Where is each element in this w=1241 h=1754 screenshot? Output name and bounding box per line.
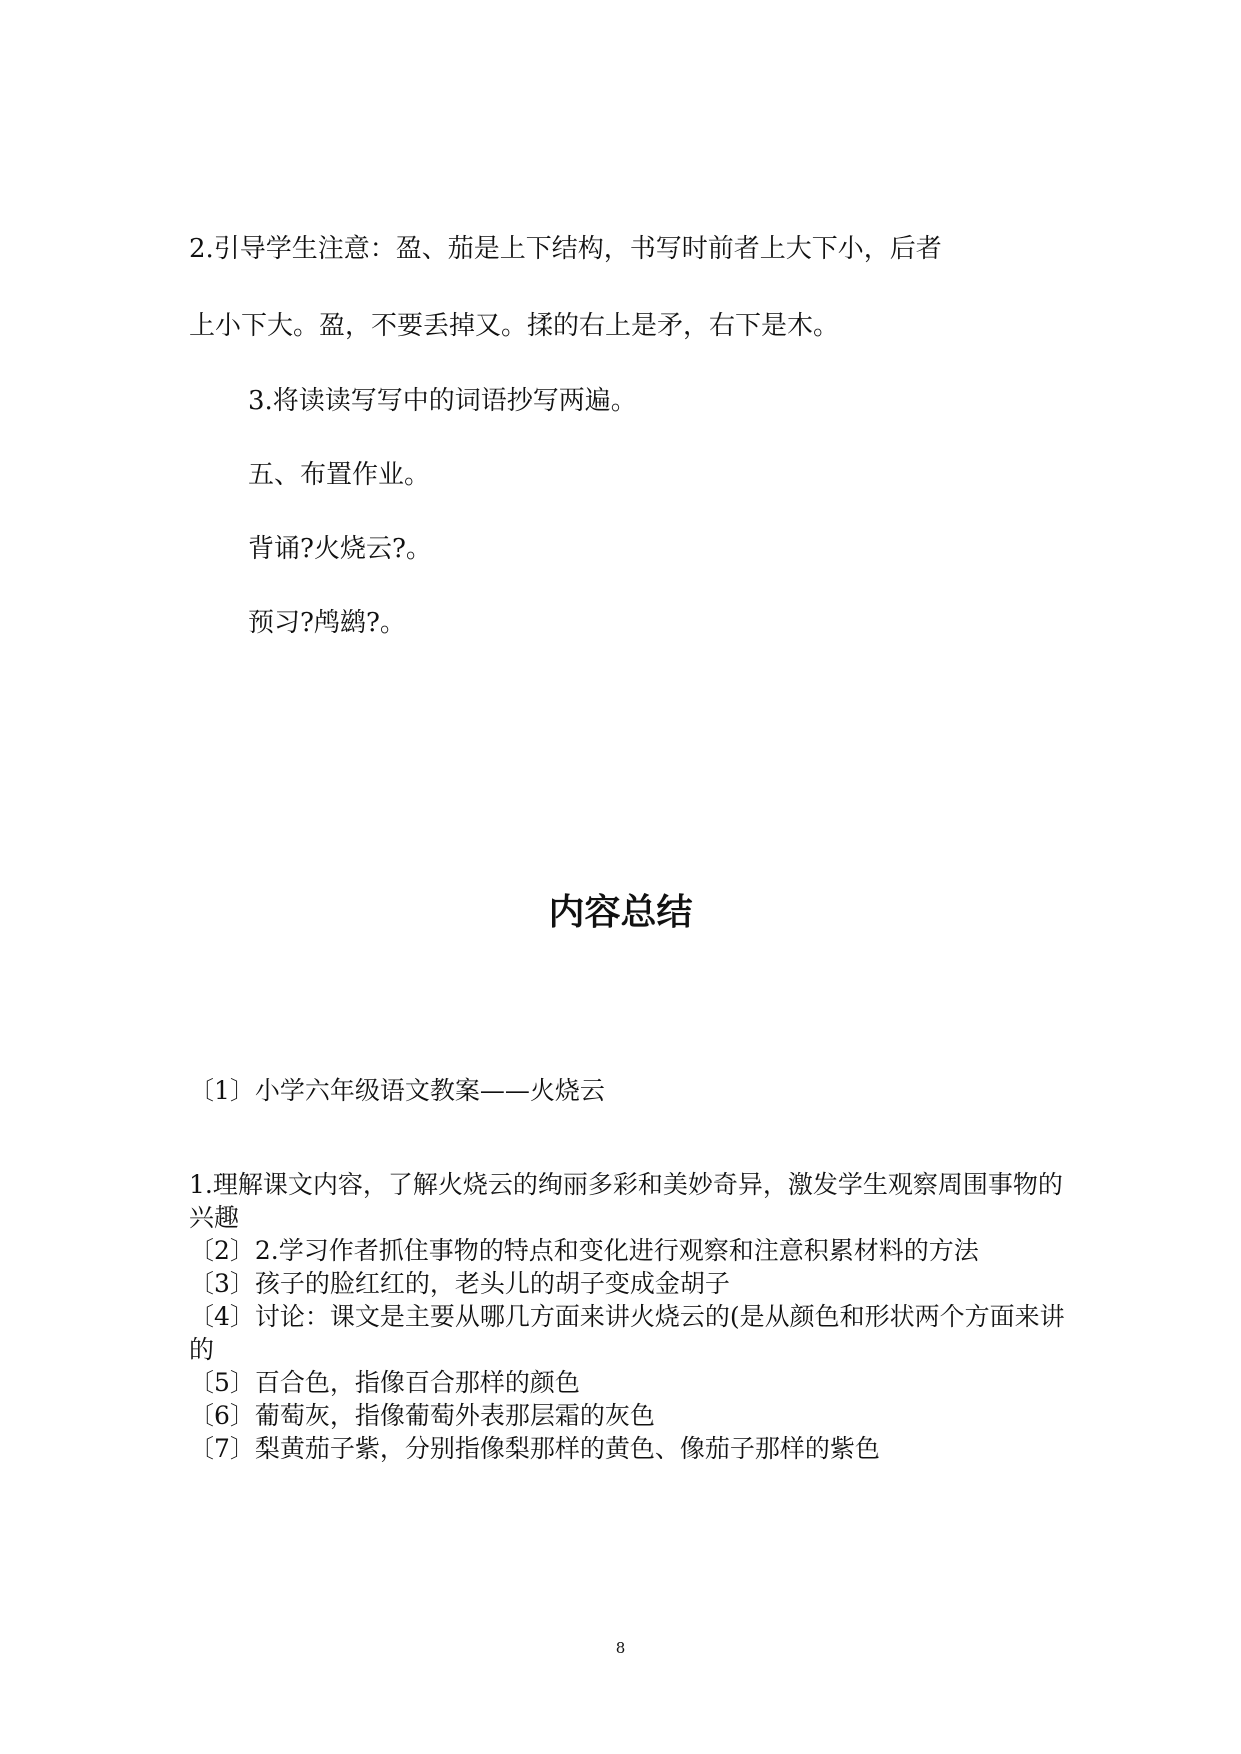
lesson-line-1: 2.引导学生注意：盈、茄是上下结构，书写时前者上大下小，后者 — [189, 234, 942, 264]
summary-title: 内容总结 — [548, 892, 693, 933]
summary-item-3: 〔3〕孩子的脸红红的，老头儿的胡子变成金胡子 — [189, 1269, 730, 1298]
lesson-line-3: 3.将读读写写中的词语抄写两遍。 — [248, 386, 637, 416]
summary-heading: 〔1〕小学六年级语文教案——火烧云 — [189, 1076, 605, 1105]
summary-item-5: 〔5〕百合色，指像百合那样的颜色 — [189, 1368, 580, 1397]
summary-item-7: 〔7〕梨黄茄子紫，分别指像梨那样的黄色、像茄子那样的紫色 — [189, 1434, 880, 1463]
summary-item-2: 〔2〕2.学习作者抓住事物的特点和变化进行观察和注意积累材料的方法 — [189, 1236, 979, 1265]
lesson-line-4: 五、布置作业。 — [248, 460, 431, 490]
lesson-line-2: 上小下大。盈，不要丢掉又。揉的右上是矛，右下是木。 — [189, 311, 840, 341]
summary-item-4: 〔4〕讨论：课文是主要从哪几方面来讲火烧云的(是从颜色和形状两个方面来讲的 — [189, 1302, 1065, 1364]
summary-list — [189, 1168, 1069, 1465]
page-number: 8 — [615, 1639, 626, 1657]
lesson-line-5: 背诵?火烧云?。 — [248, 534, 432, 564]
summary-item-6: 〔6〕葡萄灰，指像葡萄外表那层霜的灰色 — [189, 1401, 655, 1430]
summary-item-1: 1.理解课文内容，了解火烧云的绚丽多彩和美妙奇异，激发学生观察周围事物的兴趣 — [189, 1170, 1063, 1232]
lesson-line-6: 预习?鸬鹚?。 — [248, 608, 406, 638]
